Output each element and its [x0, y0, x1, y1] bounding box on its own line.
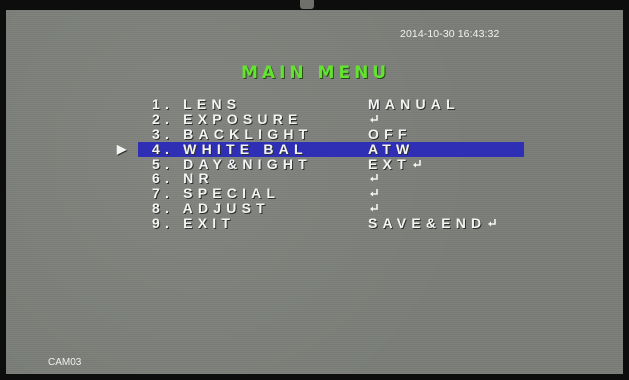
- camera-label: CAM03: [48, 357, 82, 368]
- menu-item-value: OFF: [368, 125, 412, 142]
- menu-item-nr[interactable]: [6, 171, 623, 186]
- menu-item-label: 3. BACKLIGHT: [152, 125, 313, 142]
- menu-item-lens[interactable]: [6, 97, 623, 112]
- enter-return-icon: [370, 115, 379, 123]
- enter-return-icon: [488, 219, 497, 227]
- menu-item-value: ATW: [368, 140, 415, 157]
- menu-item-label: 8. ADJUST: [152, 200, 270, 217]
- menu-item-label: 4. WHITE BAL: [152, 140, 308, 157]
- menu-item-label: 5. DAY&NIGHT: [152, 155, 312, 172]
- timestamp: 2014-10-30 16:43:32: [400, 28, 500, 40]
- right-triangle-icon: ▶: [117, 141, 127, 156]
- enter-return-icon: [370, 174, 379, 182]
- enter-return-icon: [413, 160, 422, 168]
- menu-item-label: 9. EXIT: [152, 215, 236, 232]
- osd-screen: [6, 10, 623, 374]
- enter-return-icon: [370, 204, 379, 212]
- enter-return-icon: [370, 189, 379, 197]
- menu-item-special[interactable]: [6, 186, 623, 201]
- menu-item-value: SAVE&END: [368, 216, 497, 231]
- frame-notch: [300, 0, 314, 9]
- menu-item-value: [368, 112, 379, 127]
- menu-item-exit[interactable]: [6, 216, 623, 231]
- menu-item-value: EXT: [368, 157, 422, 172]
- menu-item-day-night[interactable]: [6, 157, 623, 172]
- menu-item-value: [368, 186, 379, 201]
- menu-item-label: 7. SPECIAL: [152, 185, 281, 202]
- menu-item-label: 6. NR: [152, 170, 214, 187]
- menu-list: [6, 97, 623, 231]
- menu-item-exposure[interactable]: [6, 112, 623, 127]
- menu-item-adjust[interactable]: [6, 201, 623, 216]
- menu-item-value: MANUAL: [368, 96, 460, 112]
- menu-item-label: 2. EXPOSURE: [152, 110, 303, 127]
- menu-title: MAIN MENU: [241, 63, 391, 83]
- menu-item-value: [368, 171, 379, 186]
- menu-item-backlight[interactable]: [6, 127, 623, 142]
- menu-item-white-bal[interactable]: [6, 142, 623, 157]
- menu-item-label: 1. LENS: [152, 96, 242, 112]
- menu-item-value: [368, 201, 379, 216]
